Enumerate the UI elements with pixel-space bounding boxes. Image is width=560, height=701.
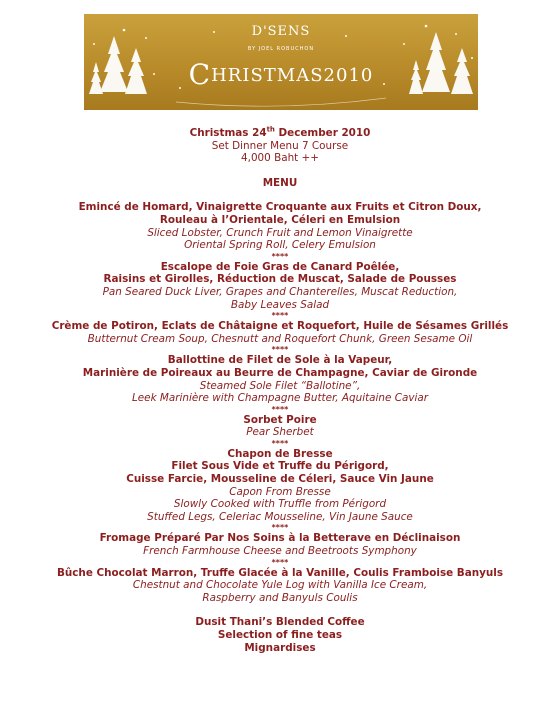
course-english-line: Pear Sherbet	[246, 426, 314, 439]
course-french-line: Crème de Potiron, Eclats de Châtaigne et Roquefort, Huile de Sésames Grillés	[51, 320, 509, 333]
banner-title-initial: C	[188, 58, 212, 91]
extras-list	[0, 616, 560, 654]
brand-logo-text: D'SENS	[251, 24, 311, 39]
course-english-line: Chestnut and Chocolate Yule Log with Vanilla Ice Cream,	[132, 579, 428, 592]
course-item	[0, 448, 560, 533]
course-english-line: French Farmhouse Cheese and Beetroots Symphony	[143, 545, 417, 558]
course-french-line: Cuisse Farcie, Mousseline de Céleri, Sauce Vin Jaune	[126, 473, 434, 486]
course-item	[0, 354, 560, 413]
course-french-line: Bûche Chocolat Marron, Truffe Glacée à la Vanille, Coulis Framboise Banyuls	[56, 566, 504, 579]
menu-price: 4,000 Baht ++	[241, 152, 319, 165]
banner-title-rest: HRISTMAS2010	[211, 65, 374, 86]
course-french-line: Escalope de Foie Gras de Canard Poêlée,	[160, 260, 400, 273]
course-english-line: Slowly Cooked with Truffle from Périgord	[173, 498, 387, 511]
course-item	[0, 567, 560, 605]
course-french-line: Raisins et Girolles, Réduction de Muscat, Salade de Pousses	[103, 273, 457, 286]
course-french-line: Sorbet Poire	[243, 413, 317, 426]
course-english-line: Capon From Bresse	[229, 485, 331, 498]
course-separator: ****	[271, 523, 289, 533]
menu-heading: MENU	[262, 176, 298, 189]
course-english-line: Butternut Cream Soup, Chesnutt and Roquefort Chunk, Green Sesame Oil	[87, 332, 473, 345]
course-item	[0, 414, 560, 448]
course-item	[0, 320, 560, 354]
course-french-line: Ballottine de Filet de Sole à la Vapeur,	[167, 354, 393, 367]
extra-item: Selection of fine teas	[217, 629, 343, 641]
course-french-line: Marinière de Poireaux au Beurre de Champagne, Caviar de Gironde	[82, 366, 478, 379]
course-english-line: Steamed Sole Filet “Ballotine”,	[199, 379, 361, 392]
brand-subtitle: BY JOEL ROBUCHON	[247, 46, 315, 52]
course-list	[0, 201, 560, 604]
course-item	[0, 261, 560, 320]
banner-title	[84, 58, 478, 91]
course-separator: ****	[271, 438, 289, 448]
course-english-line: Pan Seared Duck Liver, Grapes and Chanterelles, Muscat Reduction,	[102, 285, 458, 298]
course-english-line: Baby Leaves Salad	[230, 298, 330, 311]
course-separator: ****	[271, 251, 289, 261]
course-separator: ****	[271, 345, 289, 355]
menu-content	[0, 127, 560, 654]
course-separator: ****	[271, 557, 289, 567]
christmas-banner	[84, 14, 478, 110]
extra-item: Mignardises	[244, 641, 316, 654]
course-english-line: Stuffed Legs, Celeriac Mousseline, Vin Jaune Sauce	[147, 510, 413, 523]
course-item	[0, 532, 560, 566]
course-french-line: Fromage Préparé Par Nos Soins à la Betterave en Déclinaison	[99, 532, 461, 545]
course-french-line: Emincé de Homard, Vinaigrette Croquante aux Fruits et Citron Doux,	[78, 201, 482, 214]
course-english-line: Raspberry and Banyuls Coulis	[202, 591, 358, 604]
course-french-line: Rouleau à l’Orientale, Céleri en Emulsion	[159, 213, 401, 226]
course-french-line: Chapon de Bresse	[227, 447, 333, 460]
course-french-line: Filet Sous Vide et Truffe du Périgord,	[171, 460, 389, 473]
event-date: Christmas 24th December 2010	[189, 125, 371, 139]
course-english-line: Oriental Spring Roll, Celery Emulsion	[184, 239, 376, 252]
course-separator: ****	[271, 311, 289, 321]
course-english-line: Leek Marinière with Champagne Butter, Aquitaine Caviar	[132, 392, 428, 405]
course-item	[0, 201, 560, 260]
extra-item: Dusit Thani’s Blended Coffee	[195, 616, 365, 629]
course-separator: ****	[271, 404, 289, 414]
course-english-line: Sliced Lobster, Crunch Fruit and Lemon Vinaigrette	[147, 226, 413, 239]
menu-type: Set Dinner Menu 7 Course	[211, 139, 349, 152]
